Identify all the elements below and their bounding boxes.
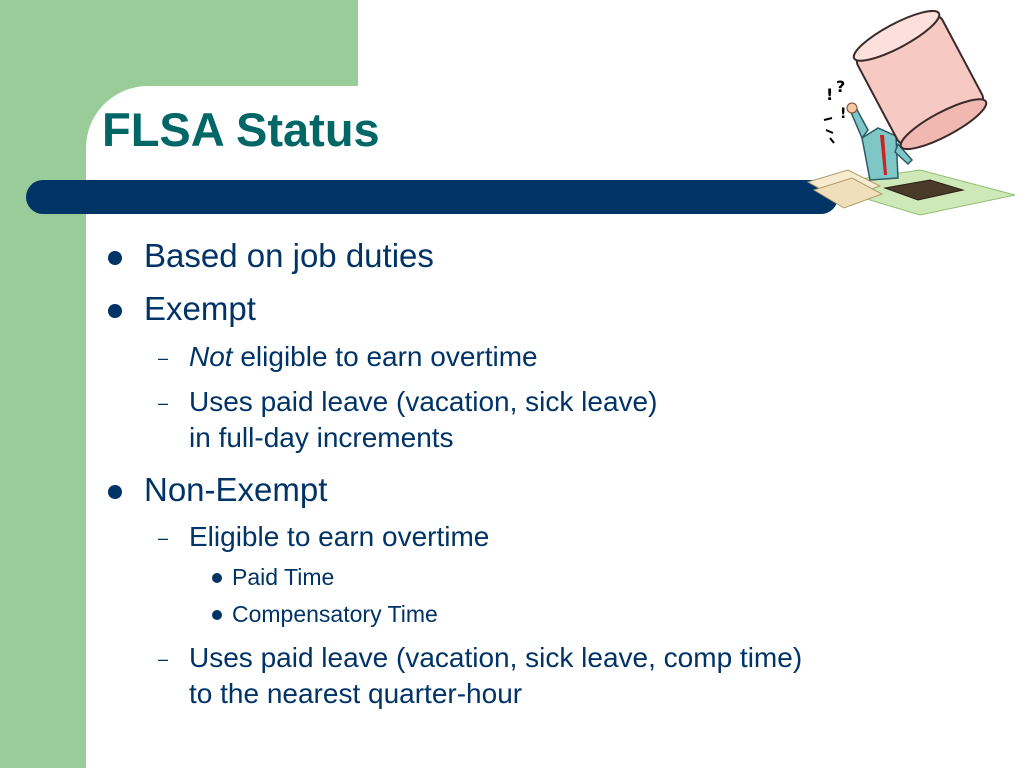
bullet-dot — [108, 304, 122, 318]
sub-bullet-nonexempt-leave-line2: to the nearest quarter-hour — [189, 677, 523, 709]
sub-bullet-exempt-leave-line1: Uses paid leave (vacation, sick leave) — [189, 386, 658, 417]
emphasis-not: Not — [189, 341, 233, 372]
bullet-dot — [108, 485, 122, 499]
bullet-based-on-job-duties: Based on job duties — [144, 237, 434, 274]
svg-text:!: ! — [840, 106, 847, 122]
sub-bullet-nonexempt-leave-line1: Uses paid leave (vacation, sick leave, comp time) — [189, 642, 803, 673]
svg-text:?: ? — [836, 77, 846, 96]
sub-bullet-exempt-leave-line2: in full-day increments — [189, 421, 454, 453]
sub-bullet-dash: – — [158, 649, 169, 669]
sub-bullet-exempt-leave — [189, 384, 657, 456]
sub-bullet-dash: – — [158, 348, 169, 368]
sub-bullet-dash: – — [158, 393, 169, 413]
sub-bullet-not-eligible — [189, 339, 538, 375]
sub-bullet-dash: – — [158, 528, 169, 548]
sub-bullet-nonexempt-leave — [189, 640, 802, 712]
bullet-exempt: Exempt — [144, 290, 256, 327]
svg-text:!: ! — [826, 85, 834, 104]
sub-bullet-eligible: Eligible to earn overtime — [189, 521, 490, 552]
bullet-dot — [108, 251, 122, 265]
slide-title: FLSA Status — [102, 103, 380, 156]
sub-sub-bullet-dot — [212, 610, 222, 620]
bullet-non-exempt: Non-Exempt — [144, 471, 328, 508]
sub-sub-bullet-compensatory-time: Compensatory Time — [232, 601, 438, 627]
sub-bullet-not-eligible-text: eligible to earn overtime — [232, 341, 538, 372]
sub-sub-bullet-dot — [212, 573, 222, 583]
sub-sub-bullet-paid-time: Paid Time — [232, 564, 335, 590]
